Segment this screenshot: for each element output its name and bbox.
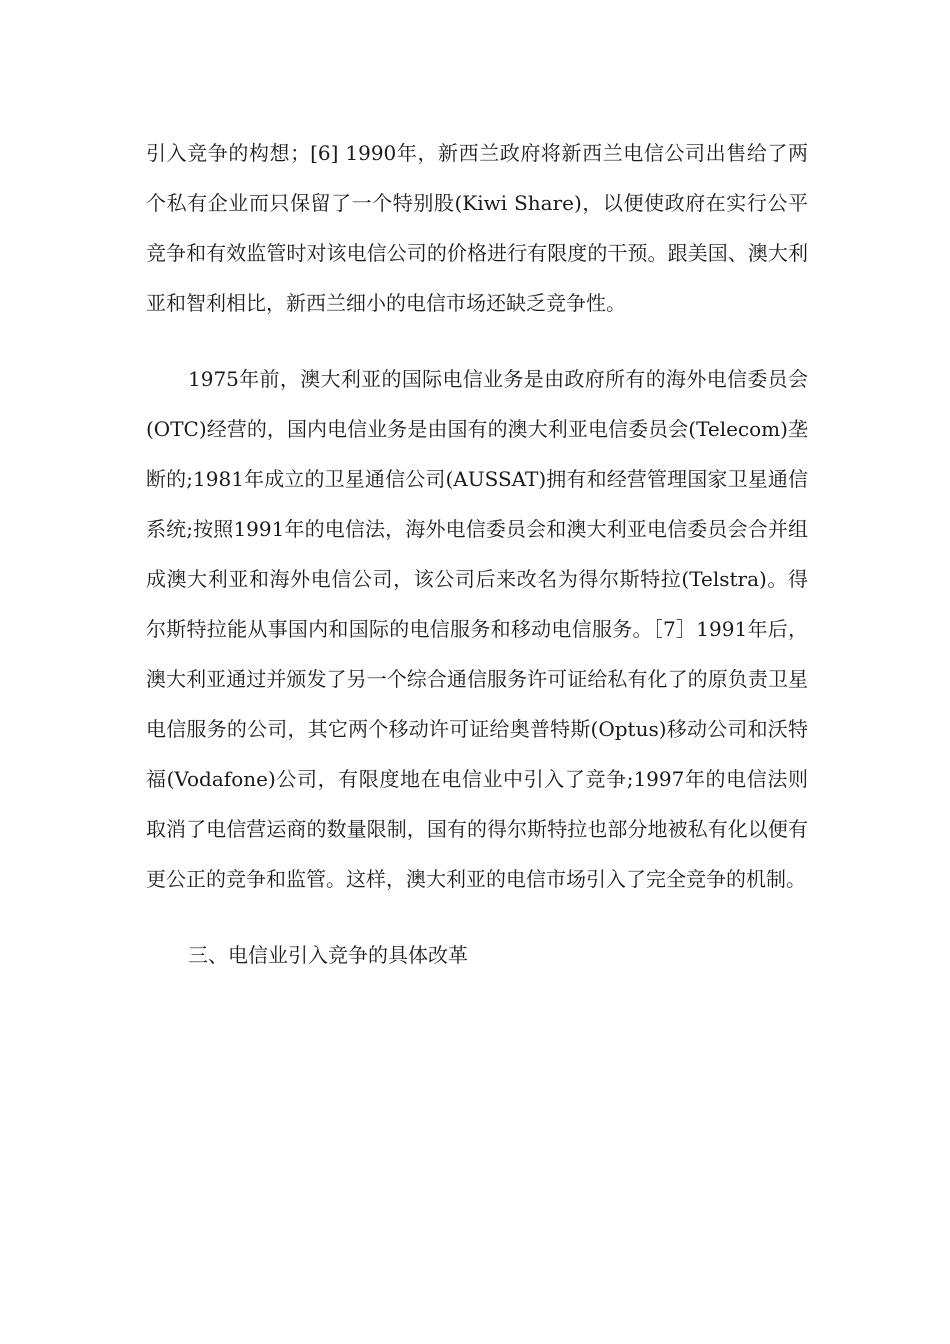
paragraph-australia: 1975年前，澳大利亚的国际电信业务是由政府所有的海外电信委员会(OTC)经营的，国内电信业务是由国有的澳大利亚电信委员会(Telecom)垄断的;1981年成立的卫星通信公司(AUSSAT)拥有和经营管理国家卫星通信系统;按照1991年的电信法，海外电信委员会和澳大利亚电信委员会合并组成澳大利亚和海外电信公司，该公司后来改名为得尔斯特拉(Telstra)。得尔斯特拉能从事国内和国际的电信服务和移动电信服务。［7］1991年后，澳大利亚通过并颁发了另一个综合通信服务许可证给私有化了的原负责卫星电信服务的公司，其它两个移动许可证给奥普特斯(Optus)移动公司和沃特福(Vodafone)公司，有限度地在电信业中引入了竞争;1997年的电信法则取消了电信营运商的数量限制，国有的得尔斯特拉也部分地被私有化以便有更公正的竞争和监管。这样，澳大利亚的电信市场引入了完全竞争的机制。 [146,367,808,891]
document-body [146,128,808,980]
section-heading: 三、电信业引入竞争的具体改革 [188,943,468,967]
paragraph-new-zealand: 引入竞争的构想；[6] 1990年，新西兰政府将新西兰电信公司出售给了两个私有企业而只保留了一个特别股(Kiwi Share)，以便使政府在实行公平竞争和有效监管时对该电信公司的价格进行有限度的干预。跟美国、澳大利亚和智利相比，新西兰细小的电信市场还缺乏竞争性。 [146,141,808,315]
